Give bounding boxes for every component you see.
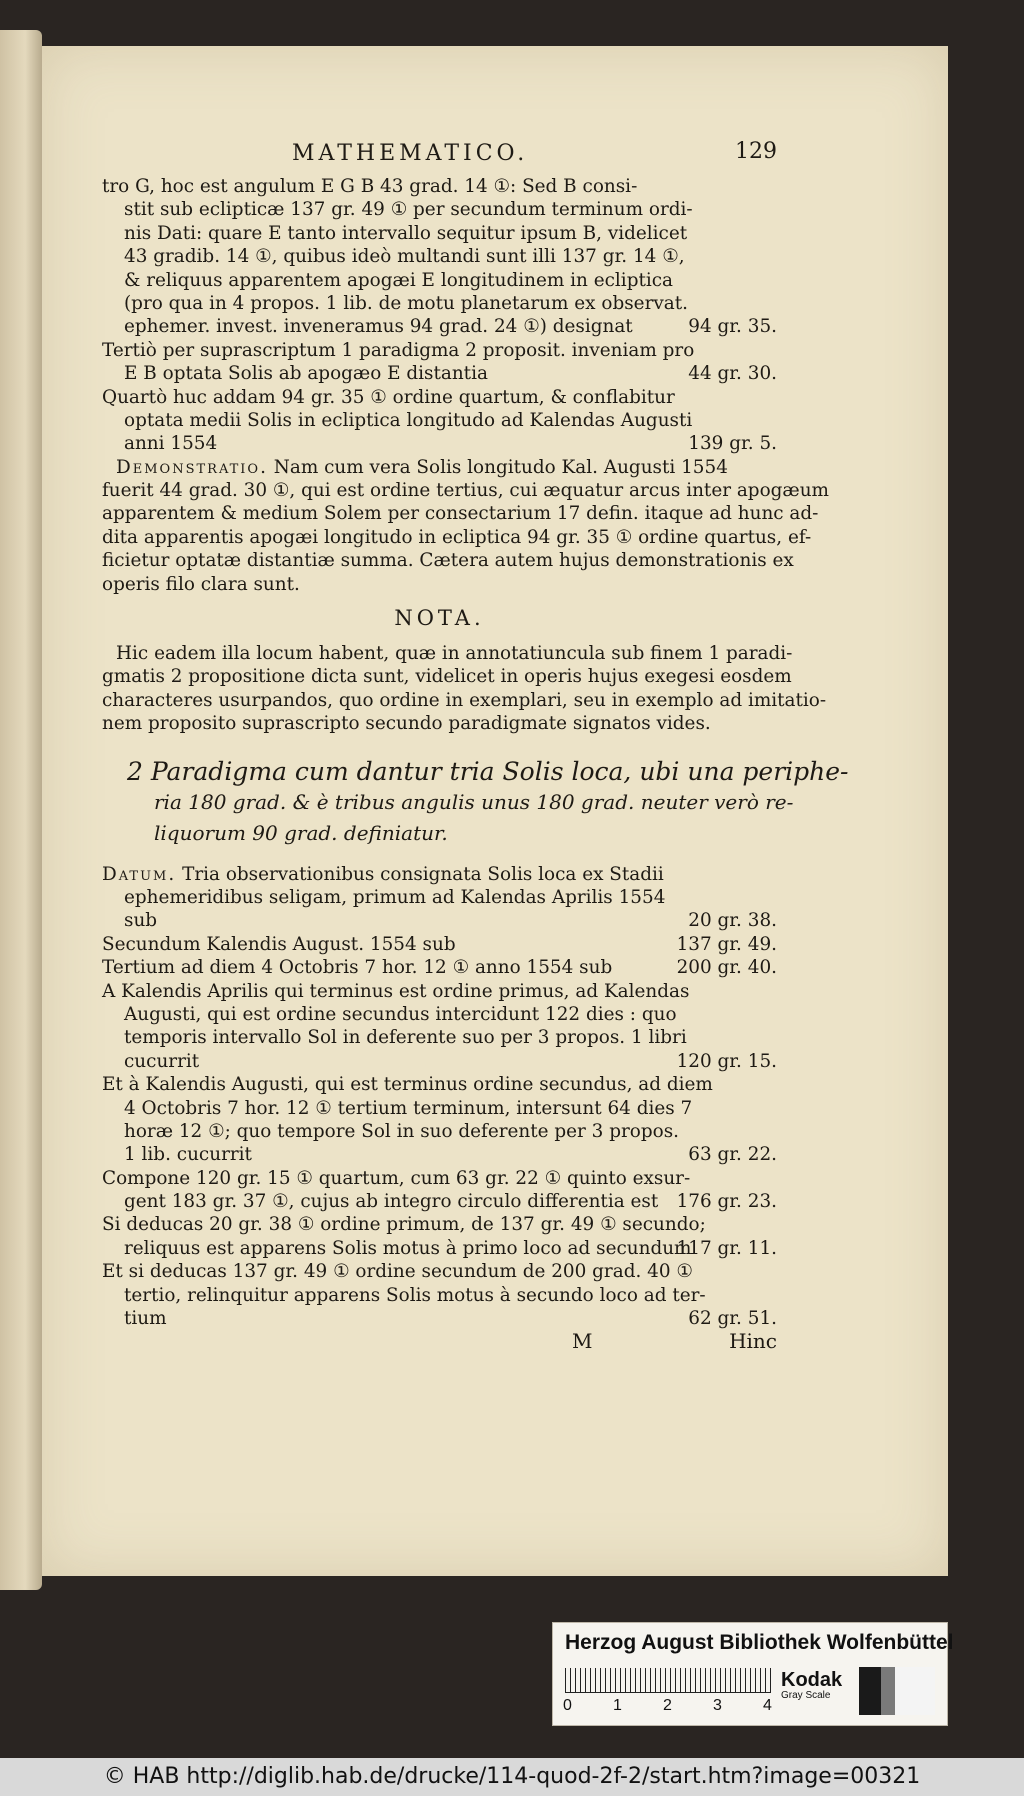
text-line <box>102 956 777 979</box>
text-line <box>102 222 777 245</box>
text-line <box>102 1307 777 1330</box>
text-line <box>102 1097 777 1120</box>
gray-swatch-light <box>895 1667 935 1715</box>
book-page <box>42 46 948 1576</box>
line-text: ephemeridibus seligam, primum ad Kalendas Aprilis 1554 <box>124 886 666 908</box>
text-line <box>102 1237 777 1260</box>
text-line <box>102 1003 777 1026</box>
line-text: Si deducas 20 gr. 38 ① ordine primum, de 137 gr. 49 ① secundo; <box>102 1214 706 1236</box>
copyright-footer: © HAB http://diglib.hab.de/drucke/114-quod-2f-2/start.htm?image=00321 <box>0 1758 1024 1796</box>
gray-swatch-dark <box>859 1667 881 1715</box>
line-text: gmatis 2 propositione dicta sunt, videlicet in operis hujus exegesi eosdem <box>102 666 792 688</box>
text-line <box>102 863 777 886</box>
color-calibration-card <box>552 1622 954 1726</box>
nota-paragraph <box>102 642 827 736</box>
text-line <box>102 886 777 909</box>
text-line <box>102 245 777 268</box>
line-text: anni 1554 <box>124 433 218 455</box>
library-name: Herzog August Bibliothek Wolfenbüttel <box>565 1631 954 1654</box>
line-text: Compone 120 gr. 15 ① quartum, cum 63 gr. 22 ① quinto exsur- <box>102 1167 691 1189</box>
paradigm-title-line: 2 Paradigma cum dantur tria Solis loca, ubi una periphe- <box>127 756 849 786</box>
line-text: nis Dati: quare E tanto intervallo sequitur ipsum B, videlicet <box>124 222 688 244</box>
text-line <box>102 339 777 362</box>
line-text: Nam cum vera Solis longitudo Kal. Augusti 1554 <box>267 456 728 478</box>
text-line <box>102 909 777 932</box>
text-line <box>102 479 829 502</box>
line-text: ephemer. invest. inveneramus 94 grad. 24 ①) designat <box>124 316 633 338</box>
scale-number: 0 <box>563 1697 572 1714</box>
line-text: fuerit 44 grad. 30 ①, qui est ordine tertius, cui æquatur arcus inter apogæum <box>102 480 829 502</box>
text-line <box>102 502 819 525</box>
margin-value: 63 gr. 22. <box>688 1144 777 1166</box>
scale-number: 4 <box>763 1697 772 1714</box>
line-text: Tria observationibus consignata Solis loca ex Stadii <box>176 863 664 885</box>
text-line <box>102 1050 777 1073</box>
line-text: dita apparentis apogæi longitudo in ecliptica 94 gr. 35 ① ordine quartus, ef- <box>102 526 812 548</box>
kodak-label <box>781 1669 842 1701</box>
kodak-brand: Kodak <box>781 1669 843 1691</box>
margin-value: 94 gr. 35. <box>688 316 777 338</box>
line-text: 43 gradib. 14 ①, quibus ideò multandi sunt illi 137 gr. 14 ①, <box>124 246 685 268</box>
line-text: Tertiò per suprascriptum 1 paradigma 2 proposit. inveniam pro <box>102 339 695 361</box>
line-text: tertio, relinquitur apparens Solis motus à secundo loco ad ter- <box>124 1284 706 1306</box>
running-title: MATHEMATICO. <box>292 141 529 166</box>
facing-page-edge <box>0 30 42 1590</box>
margin-value: 62 gr. 51. <box>688 1308 777 1330</box>
text-line <box>102 315 777 338</box>
scale-ruler <box>565 1668 771 1693</box>
text-line <box>102 292 777 315</box>
paradigm-title <box>102 756 849 849</box>
text-line <box>102 1190 777 1213</box>
text-line <box>102 573 777 596</box>
text-block-3 <box>102 863 777 1331</box>
text-line <box>102 456 777 479</box>
running-head <box>102 141 777 175</box>
nota-heading: NOTA. <box>394 606 485 631</box>
margin-value: 137 gr. 49. <box>676 933 777 955</box>
page-number: 129 <box>735 139 777 164</box>
line-text: Augusti, qui est ordine secundus intercidunt 122 dies : quo <box>124 1003 677 1025</box>
page-footer-line <box>102 1330 777 1356</box>
line-text: 1 lib. cucurrit <box>124 1144 252 1166</box>
text-line <box>102 526 812 549</box>
line-text: optata medii Solis in ecliptica longitudo ad Kalendas Augusti <box>124 409 693 431</box>
line-text: nem proposito suprascripto secundo paradigmate signatos vides. <box>102 713 711 735</box>
section-label: Datum. <box>102 863 177 885</box>
line-text: sub <box>124 910 158 932</box>
gray-swatch-mid <box>881 1667 895 1715</box>
scale-number: 2 <box>663 1697 672 1714</box>
paradigm-title-line: liquorum 90 grad. definiatur. <box>154 820 448 845</box>
line-text: reliquus est apparens Solis motus à primo loco ad secundum <box>124 1237 692 1259</box>
page-text <box>102 139 849 1356</box>
line-text: 4 Octobris 7 hor. 12 ① tertium terminum, intersunt 64 dies 7 <box>124 1097 693 1119</box>
line-text: (pro qua in 4 propos. 1 lib. de motu planetarum ex observat. <box>124 292 688 314</box>
line-text: Hic eadem illa locum habent, quæ in annotatiuncula sub finem 1 paradi- <box>116 643 793 665</box>
section-label: Demonstratio. <box>116 456 268 478</box>
line-text: characteres usurpandos, quo ordine in exemplari, seu in exemplo ad imitatio- <box>102 689 827 711</box>
scale-number: 1 <box>613 1697 622 1714</box>
text-line <box>102 689 827 712</box>
demonstratio-paragraph <box>102 456 829 596</box>
text-line <box>102 269 777 292</box>
line-text: ficietur optatæ distantiæ summa. Cætera autem hujus demonstrationis ex <box>102 550 794 572</box>
text-line <box>102 933 777 956</box>
text-line <box>102 409 777 432</box>
text-line <box>102 198 777 221</box>
text-line <box>102 1284 777 1307</box>
text-line <box>102 980 777 1003</box>
text-line <box>102 386 777 409</box>
text-line <box>102 665 792 688</box>
text-block-1 <box>102 175 777 339</box>
line-text: Tertium ad diem 4 Octobris 7 hor. 12 ① anno 1554 sub <box>102 957 613 979</box>
margin-value: 139 gr. 5. <box>688 433 777 455</box>
line-text: Secundum Kalendis August. 1554 sub <box>102 933 456 955</box>
line-text: operis filo clara sunt. <box>102 573 300 595</box>
text-line <box>102 1213 777 1236</box>
margin-value: 120 gr. 15. <box>676 1050 777 1072</box>
margin-value: 20 gr. 38. <box>688 910 777 932</box>
text-line <box>102 1167 777 1190</box>
line-text: & reliquus apparentem apogæi E longitudinem in ecliptica <box>124 269 673 291</box>
margin-value: 200 gr. 40. <box>676 957 777 979</box>
signature-mark: M <box>572 1329 593 1354</box>
text-line <box>102 549 794 572</box>
line-text: horæ 12 ①; quo tempore Sol in suo deferente per 3 propos. <box>124 1120 679 1142</box>
text-line <box>102 712 777 735</box>
margin-value: 44 gr. 30. <box>688 363 777 385</box>
text-line <box>102 432 777 455</box>
gray-scale-label: Gray Scale <box>781 1690 831 1701</box>
line-text: tro G, hoc est angulum E G B 43 grad. 14 ①: Sed B consi- <box>102 176 638 197</box>
line-text: apparentem & medium Solem per consectarium 17 defin. itaque ad hunc ad- <box>102 503 819 525</box>
catchword: Hinc <box>729 1329 777 1354</box>
line-text: cucurrit <box>124 1050 200 1072</box>
line-text: stit sub eclipticæ 137 gr. 49 ① per secundum terminum ordi- <box>124 199 693 221</box>
line-text: Et si deducas 137 gr. 49 ① ordine secundum de 200 grad. 40 ① <box>102 1261 693 1283</box>
line-text: E B optata Solis ab apogæo E distantia <box>124 363 488 385</box>
text-line <box>102 362 777 385</box>
line-text: temporis intervallo Sol in deferente suo per 3 propos. 1 libri <box>124 1027 687 1049</box>
line-text: tium <box>124 1308 167 1330</box>
line-text: Et à Kalendis Augusti, qui est terminus ordine secundus, ad diem <box>102 1074 713 1096</box>
line-text: Quartò huc addam 94 gr. 35 ① ordine quartum, & conflabitur <box>102 386 675 408</box>
text-line <box>102 1260 777 1283</box>
text-line <box>102 642 793 665</box>
text-line <box>102 1143 777 1166</box>
text-line <box>102 1120 777 1143</box>
margin-value: 117 gr. 11. <box>676 1237 777 1259</box>
margin-value: 176 gr. 23. <box>676 1191 777 1213</box>
text-line <box>102 1026 777 1049</box>
scale-number: 3 <box>713 1697 722 1714</box>
text-line <box>102 175 777 198</box>
line-text: gent 183 gr. 37 ①, cujus ab integro circulo differentia est <box>124 1191 659 1213</box>
paradigm-title-line: ria 180 grad. & è tribus angulis unus 180 grad. neuter verò re- <box>154 789 794 814</box>
text-line <box>102 1073 777 1096</box>
text-block-2 <box>102 339 777 456</box>
line-text: A Kalendis Aprilis qui terminus est ordine primus, ad Kalendas <box>102 980 690 1002</box>
